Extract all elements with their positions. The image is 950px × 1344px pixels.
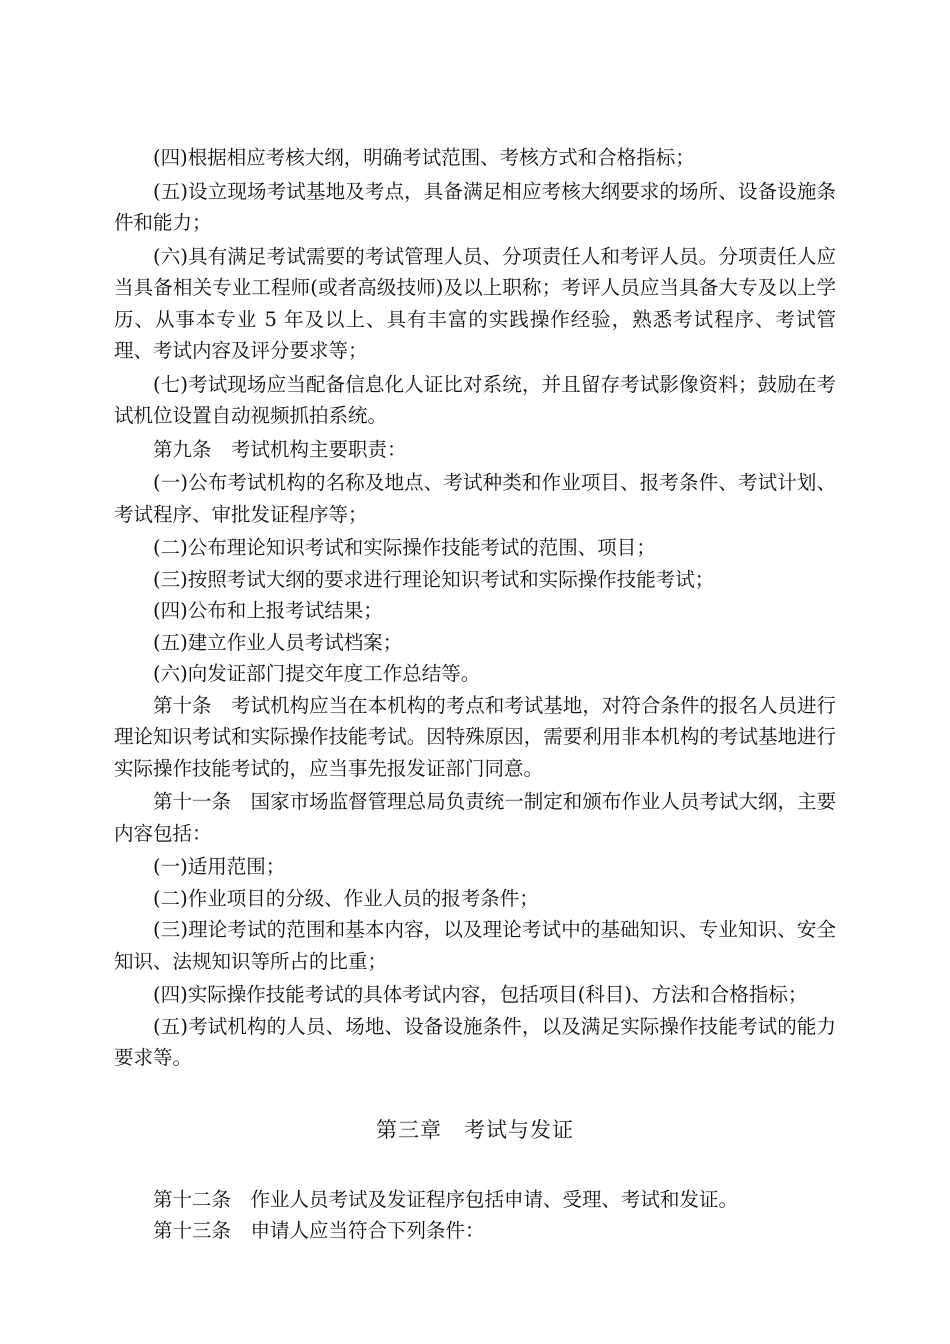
chapter-title: 第三章 考试与发证 (376, 1117, 574, 1142)
article-9-item-6: (六)向发证部门提交年度工作总结等。 (153, 662, 481, 685)
paragraph-item-6: (六)具有满足考试需要的考试管理人员、分项责任人和考评人员。分项责任人应当具备相关专业工程师(或者高级技师)及以上职称；考评人员应当具备大专及以上学历、从事本专业 5 年及以上、具有丰富的实践操作经验，熟悉考试程序、考试管理、考试内容及评分要求等； (114, 244, 836, 362)
article-12: 第十二条 作业人员考试及发证程序包括申请、受理、考试和发证。 (153, 1187, 739, 1211)
article-9-item-5: (五)建立作业人员考试档案； (153, 630, 403, 654)
article-9-heading: 第九条 考试机构主要职责： (153, 437, 407, 461)
article-9-item-4: (四)公布和上报考试结果； (153, 599, 383, 622)
article-11: 第十一条 国家市场监督管理总局负责统一制定和颁布作业人员考试大纲，主要内容包括： (114, 790, 836, 845)
article-11-item-4: (四)实际操作技能考试的具体考试内容，包括项目(科目)、方法和合格指标； (153, 983, 808, 1006)
article-11-item-5: (五)考试机构的人员、场地、设备设施条件，以及满足实际操作技能考试的能力要求等。 (114, 1014, 836, 1069)
article-9-item-1: (一)公布考试机构的名称及地点、考试种类和作业项目、报考条件、考试计划、考试程序、审批发证程序等； (114, 471, 836, 526)
article-11-item-2: (二)作业项目的分级、作业人员的报考条件； (153, 886, 539, 910)
article-11-item-3: (三)理论考试的范围和基本内容，以及理论考试中的基础知识、专业知识、安全知识、法规知识等所占的比重； (114, 918, 836, 973)
paragraph-item-4: (四)根据相应考核大纲，明确考试范围、考核方式和合格指标； (153, 146, 695, 169)
paragraph-item-5: (五)设立现场考试基地及考点，具备满足相应考核大纲要求的场所、设备设施条件和能力； (114, 179, 836, 234)
article-13: 第十三条 申请人应当符合下列条件： (153, 1219, 485, 1242)
paragraph-item-7: (七)考试现场应当配备信息化人证比对系统，并且留存考试影像资料；鼓励在考试机位设置自动视频抓拍系统。 (114, 372, 836, 427)
article-9-item-3: (三)按照考试大纲的要求进行理论知识考试和实际操作技能考试； (153, 567, 715, 591)
article-10: 第十条 考试机构应当在本机构的考点和考试基地，对符合条件的报名人员进行理论知识考试和实际操作技能考试。因特殊原因，需要利用非本机构的考试基地进行实际操作技能考试的，应当事先报发证部门同意。 (114, 693, 836, 780)
document-body (114, 142, 836, 1247)
article-9-item-2: (二)公布理论知识考试和实际操作技能考试的范围、项目； (153, 536, 656, 559)
article-11-item-1: (一)适用范围； (153, 855, 286, 878)
